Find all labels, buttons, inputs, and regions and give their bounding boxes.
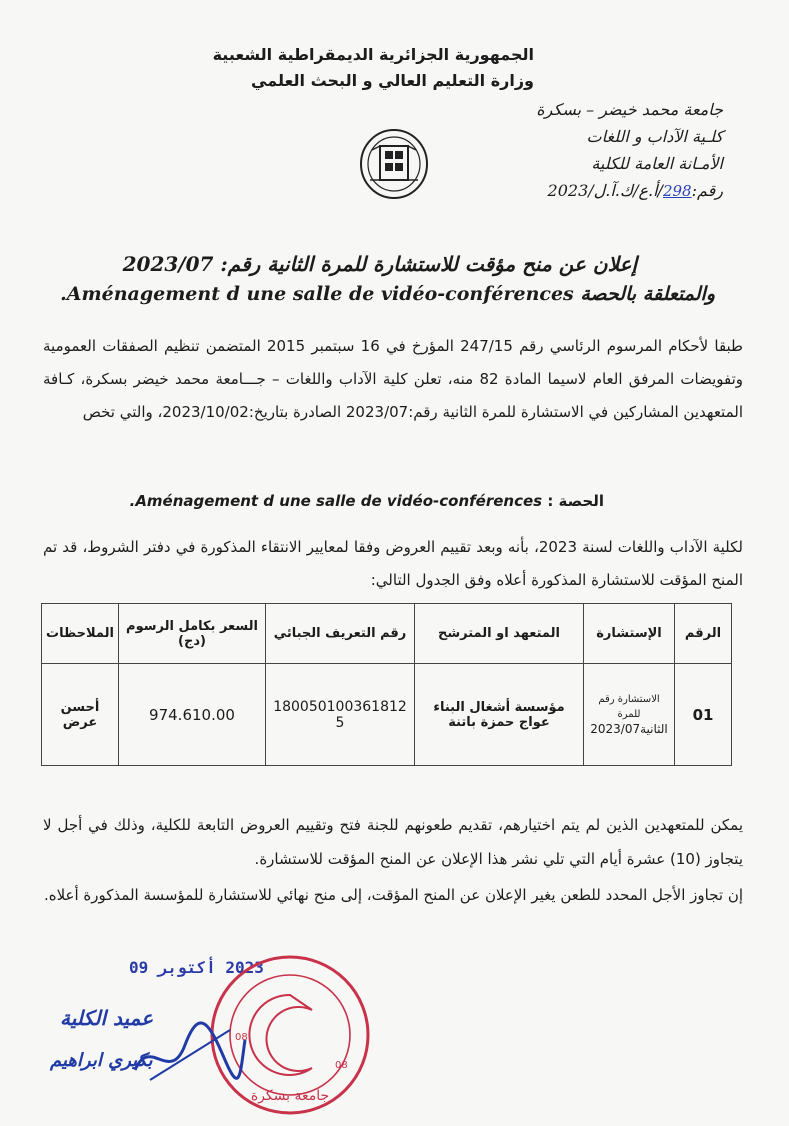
handwritten-signature: [130, 1015, 250, 1090]
reference-number: 298: [662, 182, 692, 200]
body-paragraph-2: لكلية الآداب واللغات لسنة 2023، بأنه وبعد تقييم العروض وفقا لمعايير الانتقاء المذكورة في دفتر الشروط، قد تم المنح المؤقت للاستشارة المذكورة أعلاه وفق الجدول التالي:: [43, 538, 744, 589]
cell-price: 974.610.00: [119, 664, 266, 766]
consultation-line-3: الثانية2023/07: [590, 722, 668, 736]
consultation-line-1: الاستشارة رقم: [598, 694, 660, 705]
university-name: جامعة محمد خيضر – بسكرة: [536, 100, 723, 119]
consultation-line-2: للمرة: [617, 709, 641, 720]
header-bidder: المتعهد او المترشح: [415, 604, 584, 664]
cell-remarks: أحسن عرض: [42, 664, 119, 766]
announcement-title: إعلان عن منح مؤقت للاستشارة للمرة الثانية رقم: 2023/07: [122, 252, 637, 276]
table-row: [42, 664, 732, 766]
dean-title: عميد الكلية: [60, 1006, 154, 1030]
stamp-label: جامعة بسكرة: [250, 1088, 330, 1104]
table-header-row: [42, 604, 732, 664]
lot-line: [130, 492, 604, 510]
cell-number: 01: [675, 664, 732, 766]
lot-label: الحصة :: [547, 492, 604, 510]
footer-paragraph-2: إن تجاوز الأجل المحدد للطعن يغير الإعلان عن المنح المؤقت، إلى منح نهائي للاستشارة للمؤسسة المذكورة أعلاه.: [43, 886, 743, 904]
svg-text:08: 08: [235, 1032, 248, 1043]
cell-bidder: مؤسسة أشغال البناء عواج حمزة باتنة: [415, 664, 584, 766]
cell-consultation: [584, 664, 675, 766]
reference-suffix: /أ.ع/ك.آ.ل/2023: [547, 181, 663, 200]
svg-text:08: 08: [335, 1060, 348, 1071]
header-remarks: الملاحظات: [42, 604, 119, 664]
header-number: الرقم: [675, 604, 732, 664]
header-consultation: الإستشارة: [584, 604, 675, 664]
announcement-subtitle: والمتعلقة بالحصة Aménagement d une salle de vidéo-conférences.: [60, 283, 715, 305]
ministry-name: وزارة التعليم العالي و البحث العلمي: [251, 71, 534, 90]
header-university-block: [536, 96, 723, 205]
footer-paragraph-1: يمكن للمتعهدين الذين لم يتم اختيارهم، تقديم طعونهم للجنة فتح وتقييم العروض التابعة للكلية، وذلك في أجل لا يتجاوز (10) عشرة أيام التي تلي نشر هذا الإعلان عن المنح المؤقت للاستشارة.: [43, 816, 743, 868]
republic-name: الجمهورية الجزائرية الديمقراطية الشعبية: [212, 45, 534, 64]
dean-name: بكيري ابراهيم: [50, 1050, 153, 1071]
date-stamp: 2023 أكتوبر 09: [129, 958, 264, 977]
faculty-name: كلـية الآداب و اللغات: [586, 127, 723, 146]
header-price: السعر بكامل الرسوم (دج): [119, 604, 266, 664]
reference-line: [536, 177, 723, 205]
secretariat-name: الأمـانة العامة للكلية: [591, 154, 723, 173]
body-paragraph-1: طبقا لأحكام المرسوم الرئاسي رقم 247/15 المؤرخ في 16 سبتمبر 2015 المتضمن تنظيم الصفقات العمومية وتفويضات المرفق العام لاسيما المادة 82 منه، تعلن كلية الآداب واللغات – جـــامعة محمد خيضر بسكرة، كـافة المتعهدين المشاركين في الاستشارة للمرة الثانية رقم:2023/07 الصادرة بتاريخ:2023/10/02، والتي تخص: [43, 337, 744, 421]
header-tax-id: رقم التعريف الجبائي: [266, 604, 415, 664]
cell-tax-id: 180050100361812​5: [266, 664, 415, 766]
award-table: [41, 603, 732, 766]
reference-label: رقم:: [691, 181, 723, 200]
lot-value: Aménagement d une salle de vidéo-conférences.: [129, 492, 543, 510]
university-seal-logo: [358, 128, 430, 200]
header-institution: [213, 42, 534, 94]
